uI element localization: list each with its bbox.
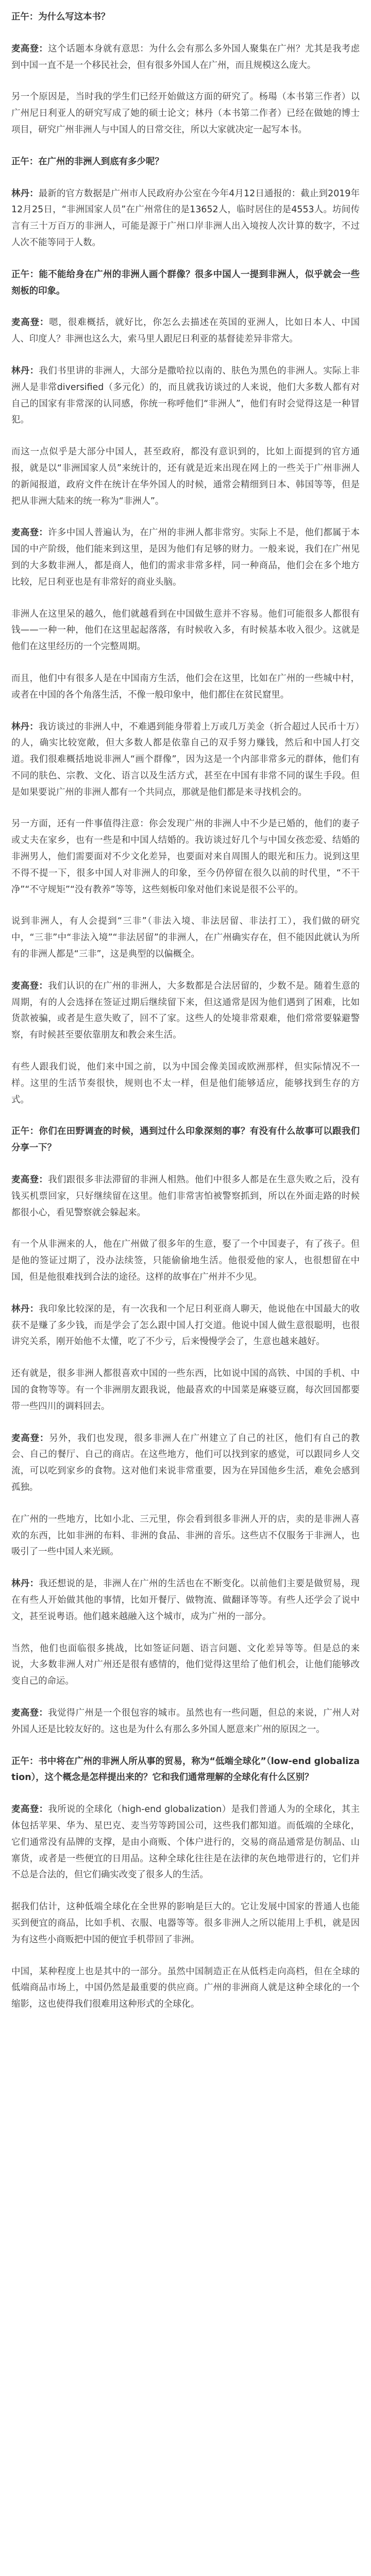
paragraph-text: 我印象比较深的是，有一次我和一个尼日利亚商人聊天，他说他在中国最大的收获不是赚了多少钱，而是学会了怎么跟中国人打交道。他说中国人做生意很聪明，也很讲究关系，刚开始他不太懂，吃了不少亏，后来慢慢学会了，生意也越来越好。 bbox=[11, 1303, 360, 1347]
paragraph-text: 许多中国人普遍认为，在广州的非洲人都非常穷。实际上不是，他们都属于本国的中产阶级，他们能来到这里，是因为他们有足够的财力。一般来说，我们在广州见到的大多数非洲人，都是商人，他们的需求非常多样，同一种商品，他们会在多个地方比较，尼日利亚也是有非常好的商业头脑。 bbox=[11, 528, 360, 587]
speaker-label: 麦高登： bbox=[11, 1707, 48, 1718]
answer-paragraph bbox=[11, 1576, 360, 1625]
paragraph-text: 在广州的非洲人到底有多少呢？ bbox=[38, 156, 164, 167]
question-paragraph bbox=[11, 9, 360, 26]
answer-paragraph bbox=[11, 1366, 360, 1415]
paragraph-text: 而且，他们中有很多人是在中国南方生活，他们会在这里，比如在广州的一些城中村，或者在中国的各个角落生活，不像一般印象中，他们都住在贫民窟里。 bbox=[11, 673, 360, 700]
question-paragraph bbox=[11, 1124, 360, 1157]
speaker-label: 正午： bbox=[11, 1756, 39, 1767]
answer-paragraph bbox=[11, 1641, 360, 1690]
speaker-label: 麦高登： bbox=[11, 1433, 49, 1444]
speaker-label: 麦高登： bbox=[11, 1804, 48, 1815]
speaker-label: 麦高登： bbox=[11, 1175, 48, 1185]
speaker-label: 林丹： bbox=[11, 188, 39, 199]
answer-paragraph bbox=[11, 1431, 360, 1496]
answer-paragraph bbox=[11, 315, 360, 348]
answer-paragraph bbox=[11, 1899, 360, 1948]
paragraph-text: 能不能给身在广州的非洲人画个群像？很多中国人一提到非洲人，似乎就会一些刻板的印象。 bbox=[11, 269, 360, 296]
paragraph-text: 当然，他们也面临很多挑战，比如签证问题、语言问题、文化差异等等。但是总的来说，大多数非洲人对广州还是很有感情的，他们觉得这里给了他们机会，让他们能够改变自己的命运。 bbox=[11, 1643, 360, 1687]
speaker-label: 林丹： bbox=[11, 1303, 39, 1314]
speaker-label: 正午： bbox=[11, 269, 39, 280]
question-paragraph bbox=[11, 1754, 360, 1787]
paragraph-text: 有一个从非洲来的人，他在广州做了很多年的生意，娶了一个中国妻子，有了孩子。但是他的签证过期了，没办法续签，只能偷偷地生活。他很爱他的家人，也很想留在中国，但是他很难找到合法的途径。这样的故事在广州并不少见。 bbox=[11, 1239, 360, 1283]
paragraph-text: 我所说的全球化（high-end globalization）是我们普通人为的全球化，其主体包括苹果、华为、星巴克、麦当劳等跨国公司，这些我们都知道。而低端的全球化，它们通常没有品牌的支撑，是由小商贩、个体户进行的，交易的商品通常是仿制品、山寨货，或者是一些便宜的日用品。这种全球化往往是在法律的灰色地带进行的，它们并不总是合法的，但它们确实改变了很多人的生活。 bbox=[11, 1804, 360, 1880]
answer-paragraph bbox=[11, 913, 360, 962]
speaker-label: 林丹： bbox=[11, 365, 39, 376]
paragraph-text: 说到非洲人，有人会提到“三非”（非法入境、非法居留、非法打工），我们做的研究中，“三非”中“非法入境”“非法居留”的非洲人，在广州确实存在，但不能因此就认为所有的非洲人都是“三非”，这是典型的以偏概全。 bbox=[11, 916, 360, 960]
answer-paragraph bbox=[11, 1236, 360, 1285]
speaker-label: 正午： bbox=[11, 156, 39, 167]
answer-paragraph bbox=[11, 1964, 360, 2013]
answer-paragraph bbox=[11, 186, 360, 251]
answer-paragraph bbox=[11, 719, 360, 801]
answer-paragraph bbox=[11, 444, 360, 510]
answer-paragraph bbox=[11, 1512, 360, 1561]
answer-paragraph bbox=[11, 1172, 360, 1221]
answer-paragraph bbox=[11, 89, 360, 138]
paragraph-text: 我觉得广州是一个很包容的城市。虽然也有一些问题，但总的来说，广州人对外国人还是比较友好的。这也是为什么有那么多外国人愿意来广州的原因之一。 bbox=[11, 1707, 360, 1735]
paragraph-text: 嗯，很难概括，就好比，你怎么去描述在英国的亚洲人，比如日本人、中国人、印度人？非洲也这么大，索马里人跟尼日利亚的基督徒差异非常大。 bbox=[11, 317, 360, 345]
paragraph-text: 还有就是，很多非洲人都很喜欢中国的一些东西，比如说中国的高铁、中国的手机、中国的食物等等。有一个非洲朋友跟我说，他最喜欢的中国菜是麻婆豆腐，每次回国都要带一些四川的调料回去。 bbox=[11, 1368, 360, 1412]
paragraph-text: 有些人跟我们说，他们来中国之前，以为中国会像美国或欧洲那样，但实际情况不一样。这里的生活节奏很快，规则也不太一样，但是他们能够适应，能够找到生存的方式。 bbox=[11, 1062, 360, 1105]
question-paragraph bbox=[11, 267, 360, 300]
answer-paragraph bbox=[11, 1802, 360, 1884]
paragraph-text: 我们认识的在广州的非洲人，大多数都是合法居留的，少数不是。随着生意的周期，有的人会选择在签证过期后继续留下来，但这通常是因为他们遇到了困难，比如货款被骗，或者是生意失败了，回不了家。这些人的处境非常艰难，他们常常要躲避警察，有时候甚至要依靠朋友和教会来生活。 bbox=[11, 980, 360, 1041]
question-paragraph bbox=[11, 154, 360, 171]
paragraph-text: 这个话题本身就有意思：为什么会有那么多外国人聚集在广州？尤其是我考虑到中国一直不是一个移民社会，但有很多外国人在广州，而且规模这么庞大。 bbox=[11, 43, 360, 71]
paragraph-text: 非洲人在这里呆的越久，他们就越看到在中国做生意并不容易。他们可能很多人都很有钱——一种一种，他们在这里起起落落，有时候收入多，有时候基本收入很少。这就是他们在这里经历的一个完整周期。 bbox=[11, 608, 360, 652]
answer-paragraph bbox=[11, 671, 360, 704]
paragraph-text: 我访谈过的非洲人中，不难遇到能身带着上万或几万美金（折合超过人民币十万）的人，确实比较宽敞，但大多数人都是依靠自己的双手努力赚钱，然后和中国人打交道。我们很难概括地说非洲人“画个群像”，因为这是一个内部非常多元的群体，他们有不同的肤色、宗教、文化、语言以及生活方式，甚至在中国有非常不同的谋生手段。但是如果要说广州的非洲人都有一个共同点，那就是他们都是来寻找机会的。 bbox=[11, 721, 360, 798]
speaker-label: 麦高登： bbox=[11, 980, 48, 991]
paragraph-text: 在广州的一些地方，比如小北、三元里，你会看到很多非洲人开的店，卖的是非洲人喜欢的东西，比如非洲的布料、非洲的食品、非洲的音乐。这些店不仅服务于非洲人，也吸引了一些中国人来光顾。 bbox=[11, 1514, 360, 1557]
paragraph-text: 据我们估计，这种低端全球化在全世界的影响是巨大的。它让发展中国家的普通人也能买到便宜的商品，比如手机、衣服、电器等等。很多非洲人之所以能用上手机，就是因为有这些小商贩把中国的便宜手机带回了非洲。 bbox=[11, 1902, 360, 1945]
speaker-label: 麦高登： bbox=[11, 528, 48, 538]
paragraph-text: 而这一点似乎是大部分中国人，甚至政府，都没有意识到的，比如上面提到的官方通报，就是以“非洲国家人员”来统计的，还有就是近来出现在网上的一些关于广州非洲人的新闻报道，政府文件在统计在华外国人的时候，通常会精细到日本、韩国等等，但是把从非洲大陆来的统一称为“非洲人”。 bbox=[11, 447, 360, 506]
speaker-label: 林丹： bbox=[11, 721, 39, 732]
speaker-label: 正午： bbox=[11, 1126, 39, 1137]
paragraph-text: 你们在田野调查的时候，遇到过什么印象深刻的事？有没有什么故事可以跟我们分享一下？ bbox=[11, 1126, 360, 1154]
answer-paragraph bbox=[11, 41, 360, 74]
answer-paragraph bbox=[11, 606, 360, 655]
answer-paragraph bbox=[11, 1059, 360, 1108]
paragraph-text: 另一个原因是，当时我的学生们已经开始做这方面的研究了。杨瑒（本书第三作者）以广州尼日利亚人的研究写成了她的硕士论文；林丹（本书第二作者）已经在做她的博士项目，研究广州非洲人与中国人的日常交往，所以大家就决定一起写本书。 bbox=[11, 92, 360, 135]
speaker-label: 麦高登： bbox=[11, 317, 49, 328]
speaker-label: 正午： bbox=[11, 12, 39, 22]
answer-paragraph bbox=[11, 1705, 360, 1738]
paragraph-text: 我还想说的是，非洲人在广州的生活也在不断变化。以前他们主要是做贸易，现在有些人开始做其他的事情，比如开餐厅、做物流、做翻译等等。有些人还学会了说中文，甚至说粤语。他们越来越融入这个城市，成为广州的一部分。 bbox=[11, 1579, 360, 1622]
answer-paragraph bbox=[11, 363, 360, 429]
paragraph-text: 为什么写这本书？ bbox=[38, 12, 110, 22]
answer-paragraph bbox=[11, 525, 360, 590]
speaker-label: 麦高登： bbox=[11, 43, 48, 54]
speaker-label: 林丹： bbox=[11, 1579, 39, 1589]
paragraph-text: 中国，某种程度上也是其中的一部分。虽然中国制造正在从低档走向高档，但在全球的低端商品市场上，中国仍然是最重要的供应商。广州的非洲商人就是这种全球化的一个缩影，这也使得我们很难用这种形式的全球化。 bbox=[11, 1966, 360, 2010]
paragraph-text: 书中将在广州的非洲人所从事的贸易，称为“低端全球化”（low-end globalization），这个概念是怎样提出来的？它和我们通常理解的全球化有什么区别？ bbox=[11, 1756, 360, 1783]
paragraph-text: 另外，我们也发现，很多非洲人在广州建立了自己的社区，他们有自己的教会、自己的餐厅、自己的商店。在这些地方，他们可以找到家的感觉，可以跟同乡人交流，可以吃到家乡的食物。这对他们来说非常重要，因为在异国他乡生活，难免会感到孤独。 bbox=[11, 1433, 360, 1493]
paragraph-text: 最新的官方数据是广州市人民政府办公室在今年4月12日通报的：截止到2019年12月25日，“非洲国家人员”在广州常住的是13652人，临时居住的是4553人。坊间传言有三十万百万的非洲人，可能是源于广州口岸非洲人出入境按人次计算的数字，不过人次不能等同于人数。 bbox=[11, 188, 360, 248]
answer-paragraph bbox=[11, 978, 360, 1044]
paragraph-text: 我们跟很多非法滞留的非洲人相熟。他们中很多人都是在生意失败之后，没有钱买机票回家，只好继续留在这里。他们非常害怕被警察抓到，所以在外面走路的时候都很小心，看见警察就会躲起来。 bbox=[11, 1175, 360, 1218]
answer-paragraph bbox=[11, 816, 360, 898]
paragraph-text: 我们书里讲的非洲人，大部分是撒哈拉以南的、肤色为黑色的非洲人。实际上非洲人是非常diversified（多元化）的，而且就我访谈过的人来说，他们大多数人都有对自己的国家有非常深的认同感，你统一称呼他们“非洲人”，他们有时会觉得这是一种冒犯。 bbox=[11, 365, 360, 426]
paragraph-text: 另一方面，还有一件事值得注意：你会发现广州的非洲人中不少是已婚的，他们的妻子或丈夫在家乡，也有一些是和中国人结婚的。我访谈过好几个与中国女孩恋爱、结婚的非洲男人，他们需要面对不少文化差异，也要面对来自周围人的眼光和压力。说到这里不得不提一下，很多中国人对非洲人的印象，至今仍停留在很久以前的时代里，“不干净”“不守规矩”“没有教养”等等，这些刻板印象对他们来说是很不公平的。 bbox=[11, 819, 360, 895]
answer-paragraph bbox=[11, 1301, 360, 1350]
